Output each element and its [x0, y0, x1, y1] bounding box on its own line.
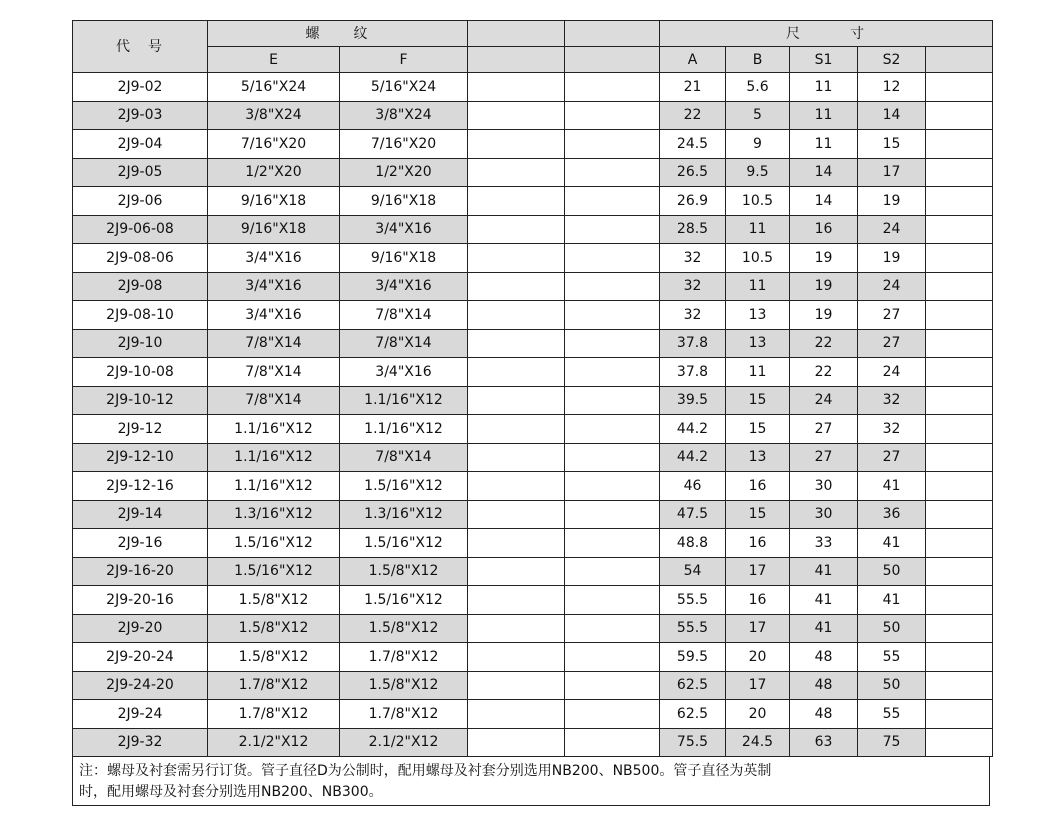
- table-row: [73, 700, 993, 729]
- blank-cell: [468, 728, 565, 757]
- b-cell: 17: [726, 671, 790, 700]
- e-thread-cell: 2.1/2"X12: [208, 728, 340, 757]
- s1-cell: 11: [790, 73, 858, 102]
- table-row: [73, 272, 993, 301]
- table-row: [73, 415, 993, 444]
- a-cell: 26.5: [660, 158, 726, 187]
- blank-cell: [926, 244, 993, 273]
- s1-cell: 27: [790, 443, 858, 472]
- table-row: [73, 386, 993, 415]
- e-thread-cell: 1.1/16"X12: [208, 472, 340, 501]
- blank-cell: [565, 586, 660, 615]
- s2-cell: 19: [858, 187, 926, 216]
- s2-cell: 14: [858, 101, 926, 130]
- code-cell: 2J9-10-08: [73, 358, 208, 387]
- b-cell: 20: [726, 700, 790, 729]
- s2-cell: 24: [858, 358, 926, 387]
- blank-cell: [468, 358, 565, 387]
- a-cell: 44.2: [660, 443, 726, 472]
- s1-cell: 24: [790, 386, 858, 415]
- blank-cell: [926, 130, 993, 159]
- f-thread-cell: 1.5/8"X12: [340, 557, 468, 586]
- blank-cell: [926, 643, 993, 672]
- b-cell: 16: [726, 529, 790, 558]
- footnote-line-2: 时，配用螺母及衬套分别选用NB200、NB300。: [79, 784, 383, 800]
- blank-cell: [926, 358, 993, 387]
- s2-cell: 50: [858, 671, 926, 700]
- b-cell: 10.5: [726, 244, 790, 273]
- header-a: A: [660, 47, 726, 73]
- blank-cell: [468, 700, 565, 729]
- f-thread-cell: 3/4"X16: [340, 272, 468, 301]
- e-thread-cell: 7/8"X14: [208, 358, 340, 387]
- s2-cell: 41: [858, 472, 926, 501]
- a-cell: 55.5: [660, 586, 726, 615]
- a-cell: 32: [660, 244, 726, 273]
- blank-cell: [468, 215, 565, 244]
- code-cell: 2J9-12: [73, 415, 208, 444]
- e-thread-cell: 3/4"X16: [208, 244, 340, 273]
- s2-cell: 12: [858, 73, 926, 102]
- blank-cell: [926, 586, 993, 615]
- blank-cell: [926, 101, 993, 130]
- header-blank-3: [468, 47, 565, 73]
- blank-cell: [468, 272, 565, 301]
- e-thread-cell: 1.3/16"X12: [208, 500, 340, 529]
- blank-cell: [926, 386, 993, 415]
- blank-cell: [565, 329, 660, 358]
- s1-cell: 22: [790, 358, 858, 387]
- s1-cell: 48: [790, 671, 858, 700]
- e-thread-cell: 5/16"X24: [208, 73, 340, 102]
- blank-cell: [565, 187, 660, 216]
- blank-cell: [565, 643, 660, 672]
- blank-cell: [565, 158, 660, 187]
- blank-cell: [468, 244, 565, 273]
- f-thread-cell: 7/16"X20: [340, 130, 468, 159]
- blank-cell: [926, 728, 993, 757]
- e-thread-cell: 3/4"X16: [208, 272, 340, 301]
- blank-cell: [565, 386, 660, 415]
- f-thread-cell: 2.1/2"X12: [340, 728, 468, 757]
- table-row: [73, 301, 993, 330]
- s1-cell: 14: [790, 187, 858, 216]
- blank-cell: [926, 557, 993, 586]
- f-thread-cell: 7/8"X14: [340, 329, 468, 358]
- a-cell: 22: [660, 101, 726, 130]
- s1-cell: 33: [790, 529, 858, 558]
- s2-cell: 32: [858, 415, 926, 444]
- blank-cell: [468, 73, 565, 102]
- blank-cell: [468, 158, 565, 187]
- f-thread-cell: 7/8"X14: [340, 443, 468, 472]
- code-cell: 2J9-10: [73, 329, 208, 358]
- blank-cell: [565, 272, 660, 301]
- blank-cell: [565, 73, 660, 102]
- code-cell: 2J9-14: [73, 500, 208, 529]
- b-cell: 20: [726, 643, 790, 672]
- blank-cell: [468, 500, 565, 529]
- f-thread-cell: 1.3/16"X12: [340, 500, 468, 529]
- blank-cell: [565, 130, 660, 159]
- blank-cell: [565, 443, 660, 472]
- code-cell: 2J9-06: [73, 187, 208, 216]
- blank-cell: [926, 700, 993, 729]
- f-thread-cell: 1.1/16"X12: [340, 415, 468, 444]
- f-thread-cell: 1.1/16"X12: [340, 386, 468, 415]
- b-cell: 13: [726, 329, 790, 358]
- s2-cell: 27: [858, 443, 926, 472]
- header-s1: S1: [790, 47, 858, 73]
- f-thread-cell: 1.7/8"X12: [340, 700, 468, 729]
- e-thread-cell: 1.1/16"X12: [208, 415, 340, 444]
- table-row: [73, 500, 993, 529]
- table-row: [73, 443, 993, 472]
- code-cell: 2J9-16: [73, 529, 208, 558]
- blank-cell: [565, 671, 660, 700]
- e-thread-cell: 1.5/16"X12: [208, 557, 340, 586]
- blank-cell: [468, 101, 565, 130]
- blank-cell: [926, 415, 993, 444]
- b-cell: 9: [726, 130, 790, 159]
- f-thread-cell: 3/8"X24: [340, 101, 468, 130]
- e-thread-cell: 7/16"X20: [208, 130, 340, 159]
- a-cell: 54: [660, 557, 726, 586]
- header-row-1: [73, 21, 993, 47]
- s1-cell: 14: [790, 158, 858, 187]
- s2-cell: 27: [858, 301, 926, 330]
- a-cell: 44.2: [660, 415, 726, 444]
- e-thread-cell: 1.5/8"X12: [208, 643, 340, 672]
- b-cell: 24.5: [726, 728, 790, 757]
- s1-cell: 30: [790, 500, 858, 529]
- s1-cell: 41: [790, 586, 858, 615]
- a-cell: 37.8: [660, 358, 726, 387]
- e-thread-cell: 1.5/16"X12: [208, 529, 340, 558]
- blank-cell: [468, 614, 565, 643]
- s2-cell: 32: [858, 386, 926, 415]
- s2-cell: 41: [858, 529, 926, 558]
- s2-cell: 19: [858, 244, 926, 273]
- code-cell: 2J9-12-10: [73, 443, 208, 472]
- f-thread-cell: 3/4"X16: [340, 215, 468, 244]
- table-row: [73, 472, 993, 501]
- header-s2: S2: [858, 47, 926, 73]
- header-size: 尺 寸: [660, 21, 993, 47]
- e-thread-cell: 1.1/16"X12: [208, 443, 340, 472]
- table-row: [73, 101, 993, 130]
- s2-cell: 50: [858, 614, 926, 643]
- blank-cell: [926, 671, 993, 700]
- a-cell: 59.5: [660, 643, 726, 672]
- a-cell: 47.5: [660, 500, 726, 529]
- blank-cell: [926, 187, 993, 216]
- s2-cell: 15: [858, 130, 926, 159]
- b-cell: 17: [726, 557, 790, 586]
- b-cell: 11: [726, 358, 790, 387]
- code-cell: 2J9-32: [73, 728, 208, 757]
- table-row: [73, 586, 993, 615]
- f-thread-cell: 1.5/16"X12: [340, 586, 468, 615]
- blank-cell: [926, 301, 993, 330]
- blank-cell: [468, 529, 565, 558]
- blank-cell: [468, 557, 565, 586]
- code-cell: 2J9-12-16: [73, 472, 208, 501]
- header-blank-1: [468, 21, 565, 47]
- blank-cell: [565, 500, 660, 529]
- f-thread-cell: 9/16"X18: [340, 244, 468, 273]
- blank-cell: [468, 443, 565, 472]
- code-cell: 2J9-08: [73, 272, 208, 301]
- code-cell: 2J9-04: [73, 130, 208, 159]
- s2-cell: 17: [858, 158, 926, 187]
- s2-cell: 24: [858, 215, 926, 244]
- table-row: [73, 728, 993, 757]
- s1-cell: 41: [790, 614, 858, 643]
- f-thread-cell: 7/8"X14: [340, 301, 468, 330]
- s1-cell: 41: [790, 557, 858, 586]
- f-thread-cell: 1.5/8"X12: [340, 614, 468, 643]
- a-cell: 37.8: [660, 329, 726, 358]
- blank-cell: [468, 415, 565, 444]
- blank-cell: [565, 700, 660, 729]
- table-row: [73, 215, 993, 244]
- header-f: F: [340, 47, 468, 73]
- e-thread-cell: 9/16"X18: [208, 187, 340, 216]
- code-cell: 2J9-06-08: [73, 215, 208, 244]
- f-thread-cell: 9/16"X18: [340, 187, 468, 216]
- blank-cell: [468, 329, 565, 358]
- blank-cell: [468, 386, 565, 415]
- code-cell: 2J9-08-06: [73, 244, 208, 273]
- s2-cell: 27: [858, 329, 926, 358]
- blank-cell: [565, 728, 660, 757]
- table-row: [73, 244, 993, 273]
- header-b: B: [726, 47, 790, 73]
- b-cell: 13: [726, 443, 790, 472]
- b-cell: 11: [726, 272, 790, 301]
- blank-cell: [926, 472, 993, 501]
- code-cell: 2J9-10-12: [73, 386, 208, 415]
- code-cell: 2J9-20-24: [73, 643, 208, 672]
- b-cell: 10.5: [726, 187, 790, 216]
- e-thread-cell: 1.5/8"X12: [208, 586, 340, 615]
- a-cell: 32: [660, 272, 726, 301]
- table-row: [73, 73, 993, 102]
- f-thread-cell: 1.5/8"X12: [340, 671, 468, 700]
- blank-cell: [565, 472, 660, 501]
- b-cell: 5: [726, 101, 790, 130]
- blank-cell: [926, 158, 993, 187]
- a-cell: 21: [660, 73, 726, 102]
- s1-cell: 48: [790, 700, 858, 729]
- s2-cell: 50: [858, 557, 926, 586]
- blank-cell: [565, 244, 660, 273]
- header-e: E: [208, 47, 340, 73]
- a-cell: 62.5: [660, 671, 726, 700]
- s1-cell: 30: [790, 472, 858, 501]
- b-cell: 16: [726, 586, 790, 615]
- code-cell: 2J9-24: [73, 700, 208, 729]
- a-cell: 26.9: [660, 187, 726, 216]
- a-cell: 46: [660, 472, 726, 501]
- a-cell: 39.5: [660, 386, 726, 415]
- e-thread-cell: 1.7/8"X12: [208, 700, 340, 729]
- s1-cell: 11: [790, 101, 858, 130]
- code-cell: 2J9-24-20: [73, 671, 208, 700]
- blank-cell: [926, 215, 993, 244]
- f-thread-cell: 5/16"X24: [340, 73, 468, 102]
- blank-cell: [926, 443, 993, 472]
- blank-cell: [926, 529, 993, 558]
- table-row: [73, 187, 993, 216]
- s2-cell: 55: [858, 700, 926, 729]
- e-thread-cell: 1.5/8"X12: [208, 614, 340, 643]
- blank-cell: [565, 614, 660, 643]
- blank-cell: [468, 472, 565, 501]
- table-row: [73, 643, 993, 672]
- e-thread-cell: 3/8"X24: [208, 101, 340, 130]
- blank-cell: [926, 272, 993, 301]
- table-row: [73, 158, 993, 187]
- header-row-2: [73, 47, 993, 73]
- s1-cell: 19: [790, 244, 858, 273]
- code-cell: 2J9-05: [73, 158, 208, 187]
- blank-cell: [468, 187, 565, 216]
- blank-cell: [565, 101, 660, 130]
- table-row: [73, 671, 993, 700]
- s1-cell: 63: [790, 728, 858, 757]
- s1-cell: 27: [790, 415, 858, 444]
- code-cell: 2J9-20-16: [73, 586, 208, 615]
- b-cell: 13: [726, 301, 790, 330]
- table-row: [73, 358, 993, 387]
- e-thread-cell: 1.7/8"X12: [208, 671, 340, 700]
- b-cell: 9.5: [726, 158, 790, 187]
- e-thread-cell: 3/4"X16: [208, 301, 340, 330]
- e-thread-cell: 9/16"X18: [208, 215, 340, 244]
- footnote-line-1: 注：螺母及衬套需另行订货。管子直径D为公制时，配用螺母及衬套分别选用NB200、NB500。管子直径为英制: [79, 763, 772, 779]
- header-thread: 螺 纹: [208, 21, 468, 47]
- header-blank-2: [565, 21, 660, 47]
- s1-cell: 19: [790, 301, 858, 330]
- code-cell: 2J9-20: [73, 614, 208, 643]
- b-cell: 15: [726, 415, 790, 444]
- a-cell: 28.5: [660, 215, 726, 244]
- code-cell: 2J9-16-20: [73, 557, 208, 586]
- s1-cell: 16: [790, 215, 858, 244]
- s1-cell: 19: [790, 272, 858, 301]
- e-thread-cell: 7/8"X14: [208, 329, 340, 358]
- table-row: [73, 614, 993, 643]
- a-cell: 24.5: [660, 130, 726, 159]
- table-row: [73, 329, 993, 358]
- s2-cell: 41: [858, 586, 926, 615]
- code-cell: 2J9-08-10: [73, 301, 208, 330]
- blank-cell: [565, 358, 660, 387]
- blank-cell: [565, 301, 660, 330]
- blank-cell: [468, 671, 565, 700]
- a-cell: 75.5: [660, 728, 726, 757]
- b-cell: 5.6: [726, 73, 790, 102]
- blank-cell: [565, 557, 660, 586]
- header-blank-4: [565, 47, 660, 73]
- a-cell: 55.5: [660, 614, 726, 643]
- f-thread-cell: 1/2"X20: [340, 158, 468, 187]
- e-thread-cell: 1/2"X20: [208, 158, 340, 187]
- blank-cell: [565, 529, 660, 558]
- b-cell: 17: [726, 614, 790, 643]
- s1-cell: 22: [790, 329, 858, 358]
- e-thread-cell: 7/8"X14: [208, 386, 340, 415]
- f-thread-cell: 1.5/16"X12: [340, 529, 468, 558]
- table-row: [73, 130, 993, 159]
- table-row: [73, 529, 993, 558]
- header-code: 代 号: [73, 21, 208, 73]
- b-cell: 16: [726, 472, 790, 501]
- blank-cell: [468, 643, 565, 672]
- footnote: [72, 757, 990, 806]
- a-cell: 32: [660, 301, 726, 330]
- s2-cell: 55: [858, 643, 926, 672]
- s2-cell: 24: [858, 272, 926, 301]
- spec-sheet: [72, 20, 992, 806]
- blank-cell: [926, 614, 993, 643]
- blank-cell: [565, 215, 660, 244]
- f-thread-cell: 1.7/8"X12: [340, 643, 468, 672]
- code-cell: 2J9-03: [73, 101, 208, 130]
- blank-cell: [468, 130, 565, 159]
- blank-cell: [926, 329, 993, 358]
- blank-cell: [468, 586, 565, 615]
- a-cell: 62.5: [660, 700, 726, 729]
- table-row: [73, 557, 993, 586]
- s1-cell: 11: [790, 130, 858, 159]
- spec-table: [72, 20, 993, 757]
- b-cell: 11: [726, 215, 790, 244]
- a-cell: 48.8: [660, 529, 726, 558]
- f-thread-cell: 3/4"X16: [340, 358, 468, 387]
- f-thread-cell: 1.5/16"X12: [340, 472, 468, 501]
- b-cell: 15: [726, 386, 790, 415]
- blank-cell: [926, 500, 993, 529]
- code-cell: 2J9-02: [73, 73, 208, 102]
- s2-cell: 36: [858, 500, 926, 529]
- blank-cell: [468, 301, 565, 330]
- blank-cell: [926, 73, 993, 102]
- s1-cell: 48: [790, 643, 858, 672]
- b-cell: 15: [726, 500, 790, 529]
- s2-cell: 75: [858, 728, 926, 757]
- header-blank-5: [926, 47, 993, 73]
- blank-cell: [565, 415, 660, 444]
